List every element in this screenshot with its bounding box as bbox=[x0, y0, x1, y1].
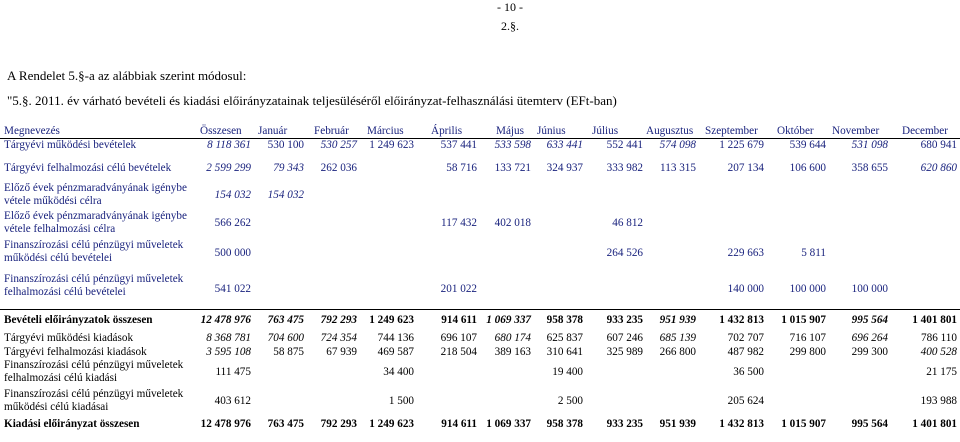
value-cell: 79 343 bbox=[273, 162, 304, 174]
value-cell: 704 600 bbox=[267, 332, 304, 344]
row-label bbox=[4, 210, 187, 236]
value-cell: 1 069 337 bbox=[486, 418, 531, 430]
table-row bbox=[0, 239, 960, 269]
row-label bbox=[4, 182, 187, 208]
value-cell: 218 504 bbox=[440, 346, 477, 358]
row-label bbox=[4, 139, 136, 152]
value-cell: 325 989 bbox=[606, 346, 643, 358]
value-cell: 58 716 bbox=[446, 162, 477, 174]
value-cell: 154 032 bbox=[214, 189, 251, 201]
row-label bbox=[4, 346, 147, 359]
value-cell: 685 139 bbox=[659, 332, 696, 344]
value-cell: 299 800 bbox=[789, 346, 826, 358]
value-cell: 21 175 bbox=[926, 366, 957, 378]
value-cell: 111 475 bbox=[215, 366, 251, 378]
value-cell: 914 611 bbox=[441, 418, 477, 430]
row-label-line: Tárgyévi felhalmozási kiadások bbox=[4, 346, 147, 358]
row-label-line: felhalmozási célú kiadási bbox=[4, 372, 118, 384]
value-cell: 310 641 bbox=[546, 346, 583, 358]
value-cell: 1 069 337 bbox=[486, 314, 531, 326]
value-cell: 680 941 bbox=[920, 139, 957, 151]
value-cell: 1 432 813 bbox=[719, 418, 764, 430]
value-cell: 607 246 bbox=[606, 332, 643, 344]
table-row bbox=[0, 139, 960, 153]
value-cell: 19 400 bbox=[552, 366, 583, 378]
value-cell: 933 235 bbox=[606, 314, 643, 326]
row-label-line: Bevételi előirányzatok összesen bbox=[4, 314, 153, 326]
header-cell: December bbox=[902, 125, 948, 137]
value-cell: 744 136 bbox=[377, 332, 414, 344]
value-cell: 625 837 bbox=[546, 332, 583, 344]
value-cell: 400 528 bbox=[920, 346, 957, 358]
value-cell: 133 721 bbox=[494, 162, 531, 174]
value-cell: 530 257 bbox=[320, 139, 357, 151]
value-cell: 333 982 bbox=[606, 162, 643, 174]
table-row bbox=[0, 346, 960, 358]
row-label bbox=[4, 314, 153, 327]
value-cell: 229 663 bbox=[727, 247, 764, 259]
value-cell: 1 401 801 bbox=[912, 418, 957, 430]
value-cell: 67 939 bbox=[326, 346, 357, 358]
row-label-line: vétele felhalmozási célra bbox=[4, 223, 116, 235]
value-cell: 995 564 bbox=[851, 314, 888, 326]
value-cell: 389 163 bbox=[494, 346, 531, 358]
value-cell: 8 368 781 bbox=[206, 332, 251, 344]
row-label-line: Finanszírozási célú pénzügyi műveletek bbox=[4, 273, 184, 285]
value-cell: 12 478 976 bbox=[200, 314, 251, 326]
value-cell: 3 595 108 bbox=[206, 346, 251, 358]
value-cell: 2 599 299 bbox=[206, 162, 251, 174]
totals-divider bbox=[0, 309, 960, 310]
value-cell: 539 644 bbox=[789, 139, 826, 151]
header-cell: Megnevezés bbox=[4, 125, 60, 137]
row-label bbox=[4, 273, 183, 299]
table-row bbox=[0, 162, 960, 176]
value-cell: 193 988 bbox=[920, 395, 957, 407]
value-cell: 541 022 bbox=[214, 283, 251, 295]
value-cell: 620 860 bbox=[920, 162, 957, 174]
value-cell: 530 100 bbox=[267, 139, 304, 151]
table-row bbox=[0, 273, 960, 307]
value-cell: 299 300 bbox=[851, 346, 888, 358]
row-label-line: működési célú bevételei bbox=[4, 252, 113, 264]
value-cell: 1 225 679 bbox=[719, 139, 764, 151]
value-cell: 154 032 bbox=[267, 189, 304, 201]
value-cell: 2 500 bbox=[557, 395, 583, 407]
header-cell: Február bbox=[314, 125, 349, 137]
value-cell: 113 315 bbox=[660, 162, 696, 174]
value-cell: 402 018 bbox=[494, 217, 531, 229]
header-cell: Augusztus bbox=[646, 125, 694, 137]
value-cell: 958 378 bbox=[546, 314, 583, 326]
value-cell: 106 600 bbox=[789, 162, 826, 174]
header-row bbox=[0, 125, 960, 139]
value-cell: 680 174 bbox=[494, 332, 531, 344]
row-label bbox=[4, 418, 140, 431]
value-cell: 140 000 bbox=[727, 283, 764, 295]
value-cell: 633 441 bbox=[546, 139, 583, 151]
table-row bbox=[0, 418, 960, 432]
row-label-line: Finanszírozási célú pénzügyi műveletek bbox=[4, 359, 184, 371]
value-cell: 951 939 bbox=[659, 314, 696, 326]
table-row bbox=[0, 359, 960, 387]
value-cell: 1 249 623 bbox=[369, 139, 414, 151]
value-cell: 786 110 bbox=[921, 332, 957, 344]
value-cell: 1 015 907 bbox=[781, 418, 826, 430]
header-cell: Január bbox=[258, 125, 288, 137]
value-cell: 696 264 bbox=[851, 332, 888, 344]
row-label-line: Tárgyévi működési bevételek bbox=[4, 139, 137, 151]
value-cell: 716 107 bbox=[789, 332, 826, 344]
table-title: "5.§. 2011. év várható bevételi és kiadási előirányzatainak teljesüléséről előirányzat-felhasználási ütemterv (EFt-ban) bbox=[7, 93, 617, 108]
value-cell: 995 564 bbox=[851, 418, 888, 430]
page-number: - 10 - bbox=[497, 0, 523, 14]
row-label-line: Előző évek pénzmaradványának igénybe bbox=[4, 210, 187, 222]
row-label-line: Tárgyévi működési kiadások bbox=[4, 332, 134, 344]
row-label-line: Finanszírozási célú pénzügyi műveletek bbox=[4, 239, 184, 251]
value-cell: 1 249 623 bbox=[369, 314, 414, 326]
header-cell: Április bbox=[431, 125, 463, 137]
value-cell: 46 812 bbox=[612, 217, 643, 229]
table-row bbox=[0, 332, 960, 344]
header-cell: Összesen bbox=[200, 125, 242, 137]
row-label bbox=[4, 162, 171, 175]
row-label bbox=[4, 388, 183, 414]
value-cell: 500 000 bbox=[214, 247, 251, 259]
value-cell: 792 293 bbox=[320, 314, 357, 326]
value-cell: 487 982 bbox=[727, 346, 764, 358]
value-cell: 951 939 bbox=[659, 418, 696, 430]
table-row bbox=[0, 314, 960, 328]
value-cell: 403 612 bbox=[214, 395, 251, 407]
value-cell: 552 441 bbox=[606, 139, 643, 151]
value-cell: 324 937 bbox=[546, 162, 583, 174]
value-cell: 207 134 bbox=[727, 162, 764, 174]
header-cell: Szeptember bbox=[705, 125, 758, 137]
header-cell: Június bbox=[537, 125, 566, 137]
value-cell: 1 401 801 bbox=[912, 314, 957, 326]
table-row bbox=[0, 182, 960, 210]
value-cell: 531 098 bbox=[851, 139, 888, 151]
row-label bbox=[4, 359, 183, 385]
header-cell: November bbox=[832, 125, 880, 137]
value-cell: 1 249 623 bbox=[369, 418, 414, 430]
table-row bbox=[0, 210, 960, 238]
value-cell: 914 611 bbox=[441, 314, 477, 326]
value-cell: 1 015 907 bbox=[781, 314, 826, 326]
value-cell: 262 036 bbox=[320, 162, 357, 174]
header-cell: Október bbox=[777, 125, 814, 137]
value-cell: 34 400 bbox=[383, 366, 414, 378]
value-cell: 100 000 bbox=[789, 283, 826, 295]
value-cell: 763 475 bbox=[267, 418, 304, 430]
value-cell: 933 235 bbox=[606, 418, 643, 430]
value-cell: 117 432 bbox=[441, 217, 477, 229]
header-cell: Július bbox=[592, 125, 619, 137]
value-cell: 702 707 bbox=[727, 332, 764, 344]
value-cell: 1 432 813 bbox=[719, 314, 764, 326]
row-label-line: felhalmozási célú bevételei bbox=[4, 286, 126, 298]
value-cell: 36 500 bbox=[733, 366, 764, 378]
value-cell: 958 378 bbox=[546, 418, 583, 430]
row-label-line: működési célú kiadásai bbox=[4, 401, 109, 413]
value-cell: 1 500 bbox=[388, 395, 414, 407]
value-cell: 205 624 bbox=[727, 395, 764, 407]
value-cell: 566 262 bbox=[214, 217, 251, 229]
section-number: 2.§. bbox=[501, 19, 519, 33]
value-cell: 12 478 976 bbox=[200, 418, 251, 430]
row-label-line: Előző évek pénzmaradványának igénybe bbox=[4, 182, 187, 194]
row-label bbox=[4, 332, 133, 345]
value-cell: 533 598 bbox=[494, 139, 531, 151]
intro-text: A Rendelet 5.§-a az alábbiak szerint módosul: bbox=[7, 68, 247, 83]
value-cell: 358 655 bbox=[851, 162, 888, 174]
value-cell: 264 526 bbox=[606, 247, 643, 259]
header-cell: Május bbox=[496, 125, 524, 137]
row-label-line: Tárgyévi felhalmozási célú bevételek bbox=[4, 162, 172, 174]
value-cell: 792 293 bbox=[320, 418, 357, 430]
row-label-line: Kiadási előirányzat összesen bbox=[4, 418, 140, 430]
row-label bbox=[4, 239, 183, 265]
value-cell: 574 098 bbox=[659, 139, 696, 151]
value-cell: 8 118 361 bbox=[207, 139, 251, 151]
value-cell: 469 587 bbox=[377, 346, 414, 358]
value-cell: 201 022 bbox=[440, 283, 477, 295]
row-label-line: Finanszírozási célú pénzügyi műveletek bbox=[4, 388, 184, 400]
value-cell: 100 000 bbox=[851, 283, 888, 295]
value-cell: 763 475 bbox=[267, 314, 304, 326]
value-cell: 537 441 bbox=[440, 139, 477, 151]
row-label-line: vétele működési célra bbox=[4, 195, 102, 207]
value-cell: 696 107 bbox=[440, 332, 477, 344]
value-cell: 724 354 bbox=[320, 332, 357, 344]
value-cell: 5 811 bbox=[801, 247, 826, 259]
table-row bbox=[0, 388, 960, 416]
header-cell: Március bbox=[367, 125, 404, 137]
value-cell: 58 875 bbox=[273, 346, 304, 358]
value-cell: 266 800 bbox=[659, 346, 696, 358]
